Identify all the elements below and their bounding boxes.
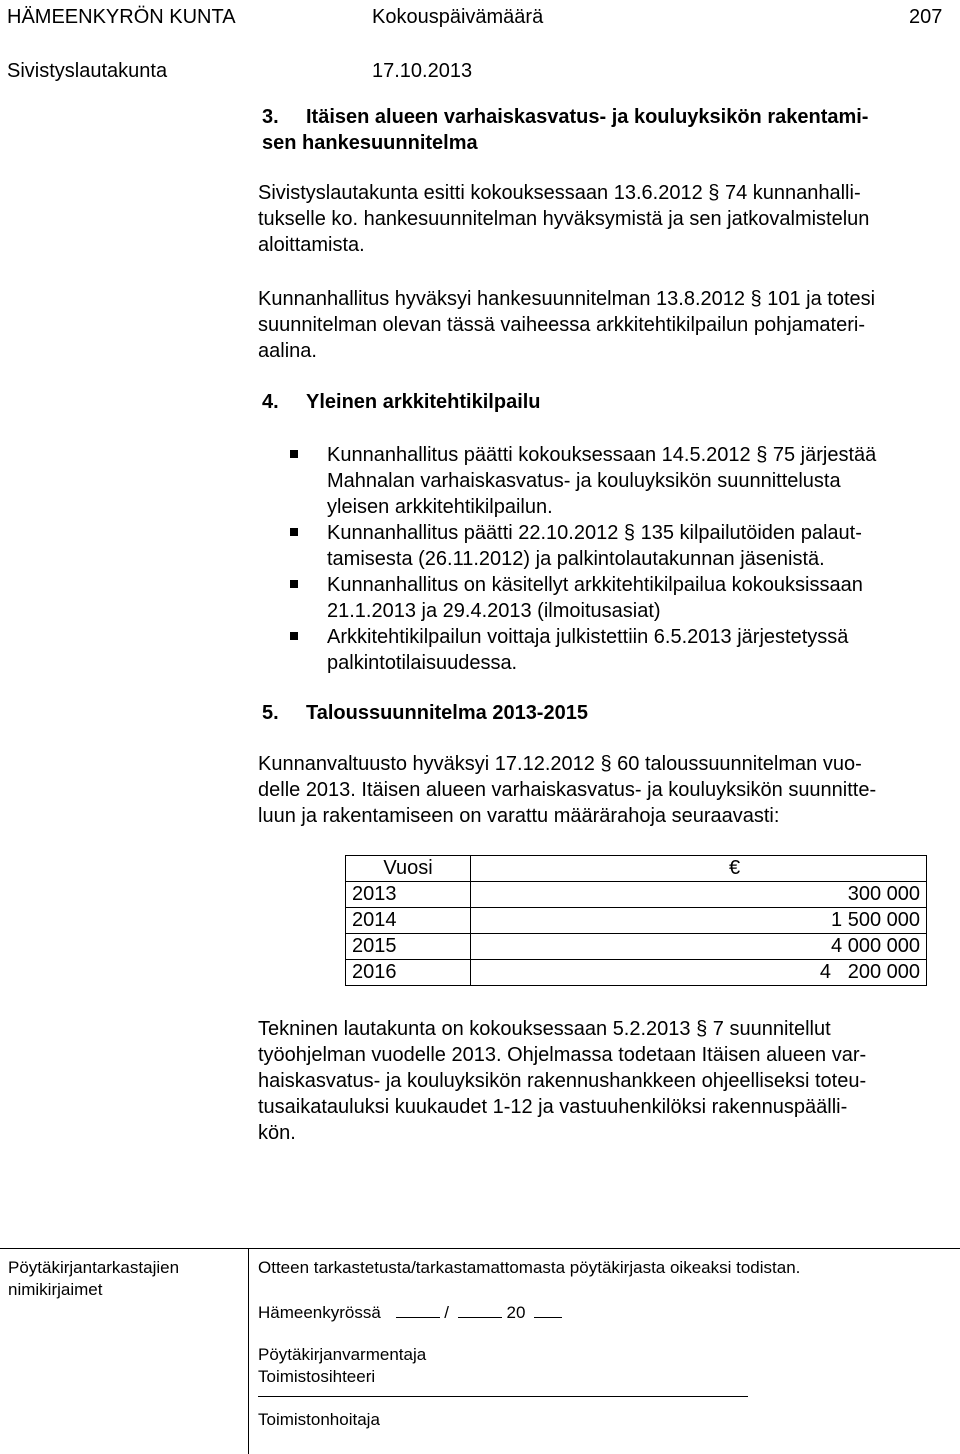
budget-table (345, 855, 927, 986)
text-line: Kunnanhallitus päätti 22.10.2012 § 135 kilpailutöiden palaut- (327, 522, 862, 544)
text-line: työohjelman vuodelle 2013. Ohjelmassa todetaan Itäisen alueen var- (258, 1044, 867, 1066)
text-line: kön. (258, 1122, 296, 1144)
list-item (290, 442, 950, 520)
footer (0, 1248, 960, 1454)
text-line: palkintotilaisuudessa. (327, 652, 518, 674)
text-line: Tekninen lautakunta on kokouksessaan 5.2.2013 § 7 suunnitellut (258, 1018, 831, 1040)
table-cell: 2016 (346, 960, 471, 986)
table-cell: 2013 (346, 882, 471, 908)
role-secretary: Toimistosihteeri (258, 1367, 376, 1386)
list-item (290, 624, 950, 676)
table-cell: 4 000 000 (471, 934, 927, 960)
square-bullet-icon (290, 632, 298, 640)
text-line: 21.1.2013 ja 29.4.2013 (ilmoitusasiat) (327, 600, 661, 622)
text-line: tusaikatauluksi kuukaudet 1-12 ja vastuuhenkilöksi rakennuspäälli- (258, 1096, 848, 1118)
table-cell: 300 000 (471, 882, 927, 908)
section4-number: 4. (262, 391, 279, 413)
text-line: Kunnanhallitus on käsitellyt arkkitehtikilpailua kokouksissaan (327, 574, 863, 596)
section5-paragraph1 (258, 751, 876, 829)
section3-paragraph2 (258, 286, 875, 364)
table-cell: 2014 (346, 908, 471, 934)
section5-title: Taloussuunnitelma 2013-2015 (306, 702, 588, 724)
footer-divider (248, 1249, 249, 1454)
day-blank (396, 1301, 440, 1318)
signature-place-date (258, 1301, 562, 1323)
text-line: tukselle ko. hankesuunnitelman hyväksymistä ja sen jatkovalmistelun (258, 208, 870, 230)
role-office-manager: Toimistonhoitaja (258, 1410, 380, 1429)
section3-paragraph1 (258, 180, 869, 258)
table-row (346, 908, 927, 934)
text-line: yleisen arkkitehtikilpailun. (327, 496, 553, 518)
role-verifier: Pöytäkirjanvarmentaja (258, 1345, 427, 1364)
table-row (346, 934, 927, 960)
table-cell: 2015 (346, 934, 471, 960)
text-line: Kunnanhallitus päätti kokouksessaan 14.5.2012 § 75 järjestää (327, 444, 877, 466)
place-name: Hämeenkyrössä (258, 1303, 381, 1322)
text-line: haiskasvatus- ja kouluyksikön rakennushankkeen ohjeelliseksi toteu- (258, 1070, 867, 1092)
certification-text: Otteen tarkastetusta/tarkastamattomasta pöytäkirjasta oikeaksi todistan. (258, 1258, 801, 1277)
year-blank (534, 1301, 562, 1318)
text-line: delle 2013. Itäisen alueen varhaiskasvatus- ja kouluyksikön suunnitte- (258, 779, 877, 801)
text-line: Kunnanvaltuusto hyväksyi 17.12.2012 § 60 taloussuunnitelman vuo- (258, 753, 862, 775)
text-line: luun ja rakentamiseen on varattu määrärahoja seuraavasti: (258, 805, 780, 827)
text-line: aalina. (258, 340, 317, 362)
square-bullet-icon (290, 528, 298, 536)
section3-title-line2: sen hankesuunnitelma (262, 132, 478, 154)
section3-title-line1: Itäisen alueen varhaiskasvatus- ja kouluyksikön rakentami- (306, 106, 869, 128)
month-blank (458, 1301, 502, 1318)
table-header-cell: Vuosi (346, 856, 471, 882)
section5-number: 5. (262, 702, 279, 724)
text-line: Arkkitehtikilpailun voittaja julkistettiin 6.5.2013 järjestetyssä (327, 626, 849, 648)
page-number: 207 (909, 6, 943, 28)
table-header-row (346, 856, 927, 882)
section5-paragraph2 (258, 1016, 866, 1146)
footer-left-line1: Pöytäkirjantarkastajien (8, 1258, 180, 1277)
list-item (290, 520, 950, 572)
table-row (346, 882, 927, 908)
text-line: tamisesta (26.11.2012) ja palkintolautakunnan jäsenistä. (327, 548, 825, 570)
table-cell: 1 500 000 (471, 908, 927, 934)
section4-bullet-list (290, 442, 950, 676)
footer-left-line2: nimikirjaimet (8, 1280, 103, 1299)
square-bullet-icon (290, 450, 298, 458)
text-line: Mahnalan varhaiskasvatus- ja kouluyksikön suunnittelusta (327, 470, 841, 492)
board-name: Sivistyslautakunta (7, 60, 168, 82)
table-row (346, 960, 927, 986)
text-line: Sivistyslautakunta esitti kokouksessaan 13.6.2012 § 74 kunnanhalli- (258, 182, 861, 204)
signature-line (258, 1396, 748, 1397)
square-bullet-icon (290, 580, 298, 588)
date-slash: / (444, 1303, 450, 1322)
meeting-date: 17.10.2013 (372, 60, 473, 82)
section4-title: Yleinen arkkitehtikilpailu (306, 391, 541, 413)
table-header-cell: € (471, 856, 927, 882)
text-line: aloittamista. (258, 234, 365, 256)
text-line: suunnitelman olevan tässä vaiheessa arkkitehtikilpailun pohjamateri- (258, 314, 866, 336)
text-line: Kunnanhallitus hyväksyi hankesuunnitelman 13.8.2012 § 101 ja totesi (258, 288, 876, 310)
municipality-name: HÄMEENKYRÖN KUNTA (7, 6, 236, 28)
document-type: Kokouspäivämäärä (372, 6, 544, 28)
section3-number: 3. (262, 106, 279, 128)
table-cell: 4 200 000 (471, 960, 927, 986)
list-item (290, 572, 950, 624)
year-prefix: 20 (506, 1303, 526, 1322)
